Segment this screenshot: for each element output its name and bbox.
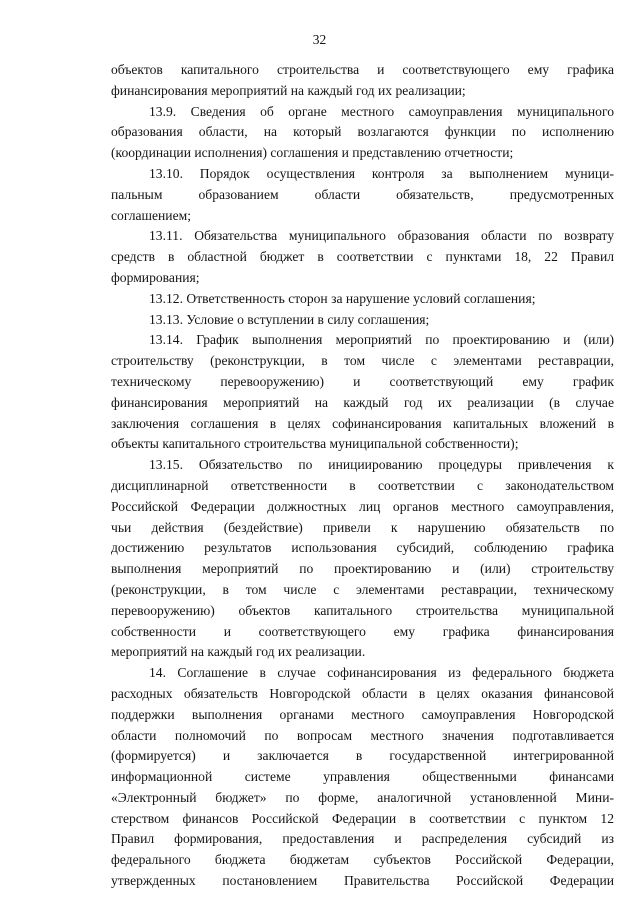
text-line: собственности и соответствующего ему графика финансирования — [111, 623, 614, 639]
text-line: 13.9. Сведения об органе местного самоуправления муниципального — [149, 103, 614, 119]
text-line: стерством финансов Российской Федерации в соответствии с пунктом 12 — [111, 810, 614, 826]
page-number: 32 — [312, 32, 327, 47]
text-line: «Электронный бюджет» по форме, аналогичной установленной Мини- — [111, 789, 614, 805]
text-line: Правил формирования, предоставления и распределения субсидий из — [111, 831, 614, 847]
text-line: объектов капитального строительства и соответствующего ему графика — [111, 62, 614, 77]
text-line: средств в областной бюджет в соответствии с пунктами 18, 22 Правил — [111, 249, 614, 265]
text-line: соглашением; — [111, 207, 191, 223]
text-line: 13.10. Порядок осуществления контроля за выполнением муници- — [149, 165, 614, 181]
text-line: чьи действия (бездействие) привели к нарушению обязательств по — [111, 519, 614, 535]
text-line: заключения соглашения в целях софинансирования капитальных вложений в — [111, 415, 614, 431]
paragraph-13-11 — [111, 226, 614, 288]
text-line: 13.13. Условие о вступлении в силу соглашения; — [149, 311, 430, 327]
text-line: утвержденных постановлением Правительства Российской Федерации — [111, 873, 614, 889]
text-line: 13.12. Ответственность сторон за нарушение условий соглашения; — [149, 290, 536, 306]
text-line: 13.15. Обязательство по инициированию процедуры привлечения к — [149, 457, 614, 473]
text-line: 13.14. График выполнения мероприятий по проектированию и (или) — [149, 332, 614, 348]
text-line: области полномочий по вопросам местного значения подготавливается — [111, 727, 614, 743]
text-line: достижению результатов использования субсидий, соблюдению графика — [111, 540, 614, 556]
text-line: перевооружению) объектов капитального строительства муниципальной — [111, 602, 614, 618]
text-line: образования области, на который возлагаются функции по исполнению — [111, 124, 614, 140]
text-line: 13.11. Обязательства муниципального образования области по возврату — [149, 228, 614, 244]
text-line: расходных обязательств Новгородской области в целях оказания финансовой — [111, 685, 614, 701]
text-line: пальным образованием области обязательств, предусмотренных — [111, 186, 614, 202]
paragraph-13-15 — [111, 455, 614, 663]
paragraph-continuation — [111, 60, 614, 102]
paragraph-13-14 — [111, 330, 614, 455]
paragraph-14 — [111, 663, 614, 892]
text-line: поддержки выполнения органами местного самоуправления Новгородской — [111, 706, 614, 722]
paragraph-13-10 — [111, 164, 614, 226]
text-line: (координации исполнения) соглашения и представлению отчетности; — [111, 145, 514, 161]
text-line: объекты капитального строительства муниципальной собственности); — [111, 436, 519, 452]
text-line: техническому перевооружению) и соответствующий ему график — [111, 373, 614, 389]
text-line: мероприятий на каждый год их реализации. — [111, 644, 366, 660]
text-line: выполнения мероприятий по проектированию и (или) строительству — [111, 561, 614, 577]
text-line: (реконструкции, в том числе с элементами реставрации, техническому — [111, 581, 614, 597]
document-body — [111, 60, 614, 892]
text-line: (формируется) и заключается в государственной интегрированной — [111, 748, 614, 764]
paragraph-13-12 — [111, 289, 614, 310]
text-line: информационной системе управления общественными финансами — [111, 769, 614, 785]
text-line: формирования; — [111, 269, 200, 285]
text-line: дисциплинарной ответственности в соответствии с законодательством — [111, 477, 614, 493]
text-line: федерального бюджета бюджетам субъектов Российской Федерации, — [111, 852, 614, 868]
text-line: строительству (реконструкции, в том числе с элементами реставрации, — [111, 353, 614, 369]
text-line: Российской Федерации должностных лиц органов местного самоуправления, — [111, 498, 614, 514]
text-line: финансирования мероприятий на каждый год их реализации (в случае — [111, 394, 614, 410]
paragraph-13-13 — [111, 310, 614, 331]
text-line: финансирования мероприятий на каждый год их реализации; — [111, 82, 466, 98]
paragraph-13-9 — [111, 102, 614, 164]
text-line: 14. Соглашение в случае софинансирования из федерального бюджета — [149, 665, 614, 681]
